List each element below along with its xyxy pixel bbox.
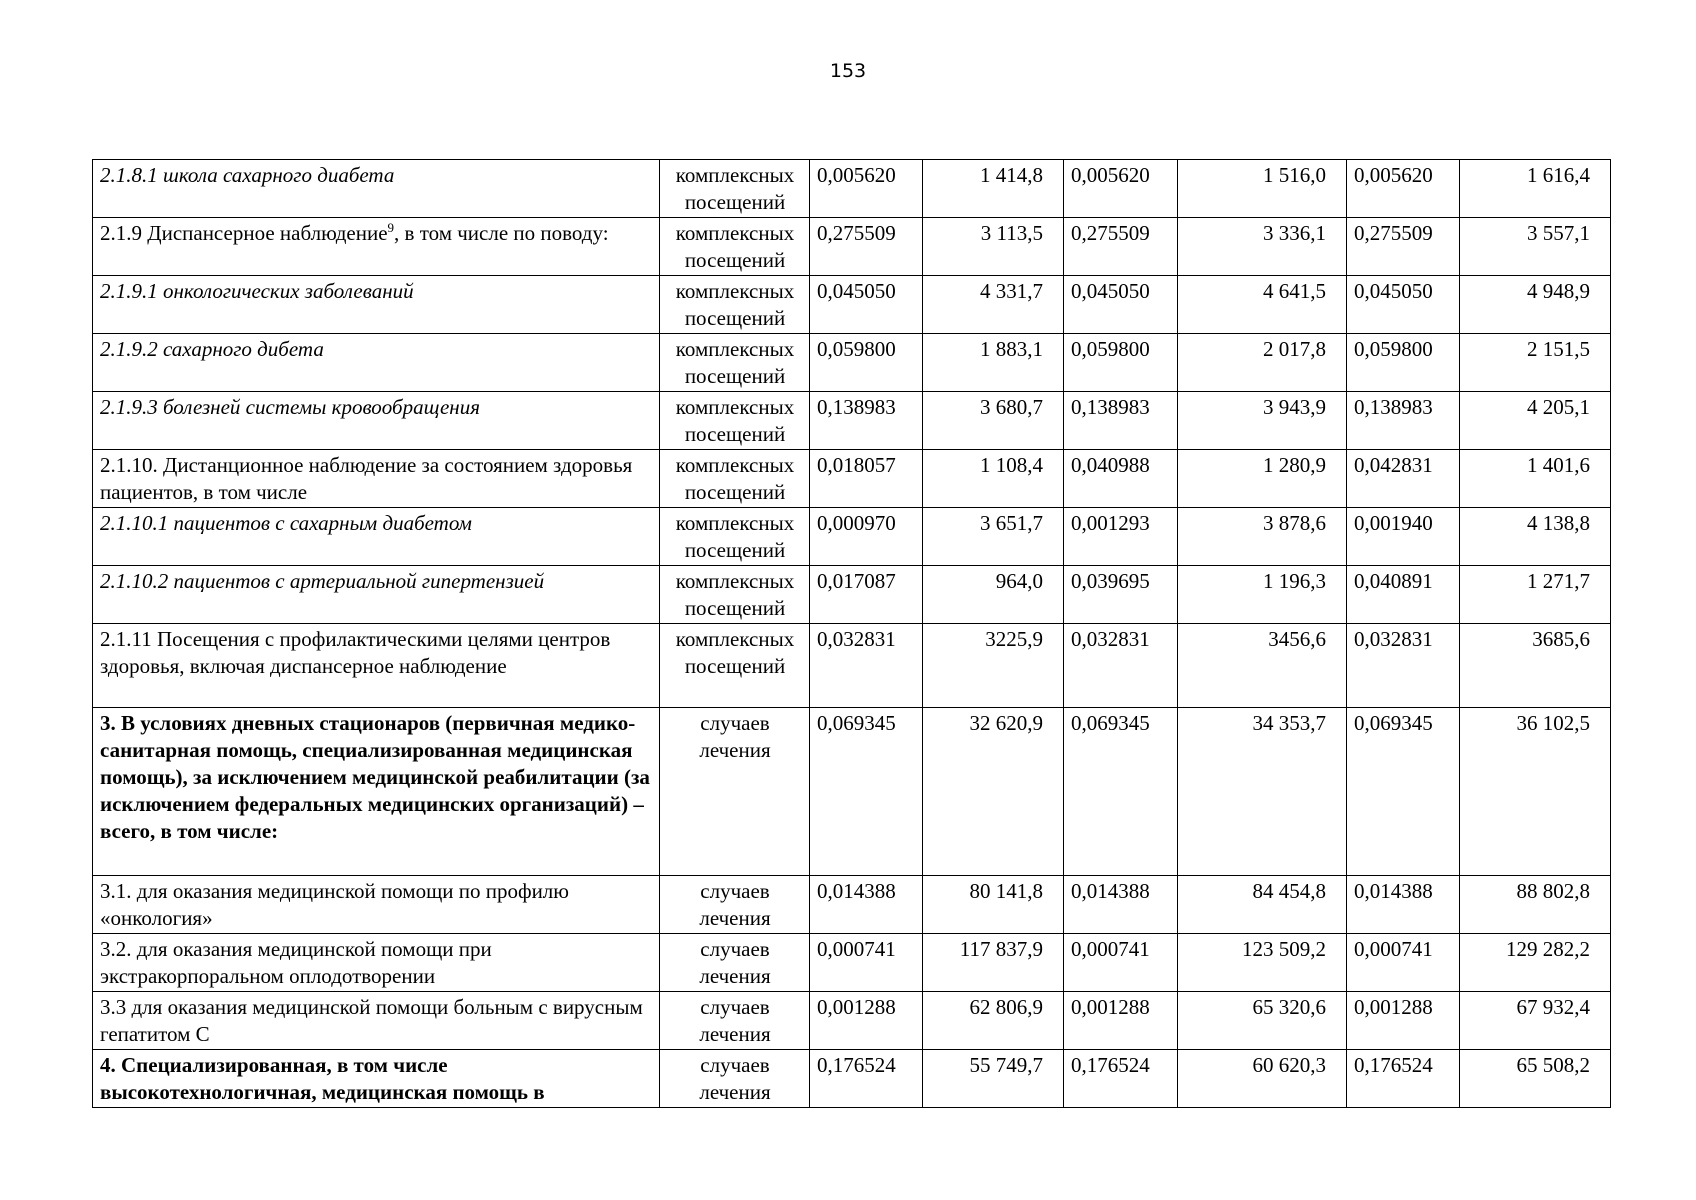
table-row xyxy=(93,1050,1611,1108)
cost-value: 1 516,0 xyxy=(1178,160,1347,218)
cost-value: 4 331,7 xyxy=(923,276,1064,334)
norm-value: 0,014388 xyxy=(1064,876,1178,934)
norm-value: 0,017087 xyxy=(810,566,923,624)
cost-value: 3 557,1 xyxy=(1460,218,1611,276)
row-unit: случаев лечения xyxy=(660,876,810,934)
row-name-text: 4. Специализированная, в том числе высокотехнологичная, медицинская помощь в xyxy=(100,1053,545,1104)
table-row xyxy=(93,876,1611,934)
norm-value: 0,059800 xyxy=(1064,334,1178,392)
cost-value: 55 749,7 xyxy=(923,1050,1064,1108)
cost-value: 129 282,2 xyxy=(1460,934,1611,992)
row-unit: комплексных посещений xyxy=(660,566,810,624)
norm-value: 0,005620 xyxy=(810,160,923,218)
row-name-text: 2.1.8.1 школа сахарного диабета xyxy=(100,163,395,187)
cost-value: 4 948,9 xyxy=(1460,276,1611,334)
row-name-suffix: , в том числе по поводу: xyxy=(394,221,609,245)
cost-value: 4 205,1 xyxy=(1460,392,1611,450)
norm-value: 0,005620 xyxy=(1064,160,1178,218)
cost-value: 3 651,7 xyxy=(923,508,1064,566)
row-name-text: 3.2. для оказания медицинской помощи при экстракорпоральном оплодотворении xyxy=(100,937,492,988)
table-row xyxy=(93,992,1611,1050)
cost-value: 2 151,5 xyxy=(1460,334,1611,392)
row-unit: случаев лечения xyxy=(660,1050,810,1108)
row-name-text: 2.1.10.2 пациентов с артериальной гипертензией xyxy=(100,569,545,593)
cost-value: 3456,6 xyxy=(1178,624,1347,708)
cost-value: 3685,6 xyxy=(1460,624,1611,708)
row-name xyxy=(93,160,660,218)
row-name xyxy=(93,934,660,992)
norm-value: 0,032831 xyxy=(1064,624,1178,708)
cost-value: 3 680,7 xyxy=(923,392,1064,450)
cost-value: 123 509,2 xyxy=(1178,934,1347,992)
cost-value: 964,0 xyxy=(923,566,1064,624)
cost-value: 34 353,7 xyxy=(1178,708,1347,876)
cost-value: 4 138,8 xyxy=(1460,508,1611,566)
row-name xyxy=(93,392,660,450)
cost-value: 3 336,1 xyxy=(1178,218,1347,276)
cost-value: 3225,9 xyxy=(923,624,1064,708)
norm-value: 0,040891 xyxy=(1347,566,1460,624)
row-name-text: 2.1.10. Дистанционное наблюдение за состоянием здоровья пациентов, в том числе xyxy=(100,453,633,504)
cost-value: 1 414,8 xyxy=(923,160,1064,218)
cost-value: 1 271,7 xyxy=(1460,566,1611,624)
row-name xyxy=(93,708,660,876)
norm-value: 0,138983 xyxy=(1347,392,1460,450)
cost-value: 1 196,3 xyxy=(1178,566,1347,624)
row-name-text: 3. В условиях дневных стационаров (первичная медико- санитарная помощь, специализированная медицинская помощь), за исключением медицинской реабилитации (за исключением федеральных медицинских организаций) – всего, в том числе: xyxy=(100,711,650,843)
norm-value: 0,032831 xyxy=(1347,624,1460,708)
row-unit: комплексных посещений xyxy=(660,334,810,392)
row-name xyxy=(93,450,660,508)
cost-value: 65 320,6 xyxy=(1178,992,1347,1050)
norm-value: 0,138983 xyxy=(1064,392,1178,450)
row-unit: комплексных посещений xyxy=(660,392,810,450)
cost-value: 67 932,4 xyxy=(1460,992,1611,1050)
cost-value: 65 508,2 xyxy=(1460,1050,1611,1108)
norm-value: 0,275509 xyxy=(810,218,923,276)
page-number: 153 xyxy=(829,60,867,82)
cost-value: 36 102,5 xyxy=(1460,708,1611,876)
table-row xyxy=(93,508,1611,566)
cost-value: 84 454,8 xyxy=(1178,876,1347,934)
row-unit: случаев лечения xyxy=(660,992,810,1050)
row-unit: комплексных посещений xyxy=(660,624,810,708)
norm-value: 0,059800 xyxy=(1347,334,1460,392)
cost-value: 1 401,6 xyxy=(1460,450,1611,508)
norm-value: 0,069345 xyxy=(1347,708,1460,876)
row-name-text: 2.1.9 Диспансерное наблюдение xyxy=(100,221,388,245)
row-unit: случаев лечения xyxy=(660,934,810,992)
row-name xyxy=(93,334,660,392)
cost-value: 117 837,9 xyxy=(923,934,1064,992)
norm-value: 0,000741 xyxy=(810,934,923,992)
row-name-text: 2.1.10.1 пациентов с сахарным диабетом xyxy=(100,511,472,535)
norm-value: 0,001288 xyxy=(810,992,923,1050)
norm-value: 0,059800 xyxy=(810,334,923,392)
rates-table xyxy=(92,159,1611,1108)
row-unit: комплексных посещений xyxy=(660,450,810,508)
row-name xyxy=(93,992,660,1050)
row-unit: комплексных посещений xyxy=(660,218,810,276)
row-unit: комплексных посещений xyxy=(660,160,810,218)
cost-value: 1 280,9 xyxy=(1178,450,1347,508)
norm-value: 0,000741 xyxy=(1064,934,1178,992)
norm-value: 0,000741 xyxy=(1347,934,1460,992)
table-row xyxy=(93,334,1611,392)
row-name-text: 2.1.9.2 сахарного дибета xyxy=(100,337,324,361)
table-body xyxy=(93,160,1611,1108)
table-row xyxy=(93,934,1611,992)
norm-value: 0,040988 xyxy=(1064,450,1178,508)
row-name-text: 2.1.9.3 болезней системы кровообращения xyxy=(100,395,480,419)
row-unit: случаев лечения xyxy=(660,708,810,876)
table-row xyxy=(93,566,1611,624)
norm-value: 0,042831 xyxy=(1347,450,1460,508)
row-name-text: 2.1.9.1 онкологических заболеваний xyxy=(100,279,414,303)
norm-value: 0,176524 xyxy=(1064,1050,1178,1108)
row-unit: комплексных посещений xyxy=(660,508,810,566)
row-name xyxy=(93,1050,660,1108)
cost-value: 32 620,9 xyxy=(923,708,1064,876)
norm-value: 0,001288 xyxy=(1347,992,1460,1050)
row-unit: комплексных посещений xyxy=(660,276,810,334)
cost-value: 3 113,5 xyxy=(923,218,1064,276)
norm-value: 0,001293 xyxy=(1064,508,1178,566)
table-row xyxy=(93,392,1611,450)
table-row xyxy=(93,276,1611,334)
cost-value: 80 141,8 xyxy=(923,876,1064,934)
cost-value: 62 806,9 xyxy=(923,992,1064,1050)
norm-value: 0,014388 xyxy=(1347,876,1460,934)
norm-value: 0,069345 xyxy=(1064,708,1178,876)
row-name-text: 3.3 для оказания медицинской помощи больным с вирусным гепатитом С xyxy=(100,995,643,1046)
footnote-ref: 9 xyxy=(387,220,395,235)
cost-value: 1 108,4 xyxy=(923,450,1064,508)
norm-value: 0,001288 xyxy=(1064,992,1178,1050)
norm-value: 0,000970 xyxy=(810,508,923,566)
cost-value: 3 943,9 xyxy=(1178,392,1347,450)
row-name-text: 2.1.11 Посещения с профилактическими целями центров здоровья, включая диспансерное наблюдение xyxy=(100,627,611,678)
table-row xyxy=(93,450,1611,508)
cost-value: 4 641,5 xyxy=(1178,276,1347,334)
cost-value: 1 616,4 xyxy=(1460,160,1611,218)
norm-value: 0,001940 xyxy=(1347,508,1460,566)
norm-value: 0,039695 xyxy=(1064,566,1178,624)
norm-value: 0,045050 xyxy=(1064,276,1178,334)
row-name-text: 3.1. для оказания медицинской помощи по профилю «онкология» xyxy=(100,879,569,930)
norm-value: 0,045050 xyxy=(1347,276,1460,334)
norm-value: 0,018057 xyxy=(810,450,923,508)
norm-value: 0,014388 xyxy=(810,876,923,934)
norm-value: 0,138983 xyxy=(810,392,923,450)
cost-value: 3 878,6 xyxy=(1178,508,1347,566)
row-name xyxy=(93,624,660,708)
row-name xyxy=(93,566,660,624)
norm-value: 0,176524 xyxy=(810,1050,923,1108)
cost-value: 2 017,8 xyxy=(1178,334,1347,392)
row-name xyxy=(93,508,660,566)
norm-value: 0,069345 xyxy=(810,708,923,876)
norm-value: 0,275509 xyxy=(1347,218,1460,276)
norm-value: 0,032831 xyxy=(810,624,923,708)
cost-value: 60 620,3 xyxy=(1178,1050,1347,1108)
cost-value: 88 802,8 xyxy=(1460,876,1611,934)
row-name xyxy=(93,276,660,334)
norm-value: 0,045050 xyxy=(810,276,923,334)
norm-value: 0,176524 xyxy=(1347,1050,1460,1108)
table-row xyxy=(93,624,1611,708)
table-row xyxy=(93,708,1611,876)
norm-value: 0,005620 xyxy=(1347,160,1460,218)
table-row xyxy=(93,218,1611,276)
table-row xyxy=(93,160,1611,218)
cost-value: 1 883,1 xyxy=(923,334,1064,392)
row-name xyxy=(93,218,660,276)
row-name xyxy=(93,876,660,934)
norm-value: 0,275509 xyxy=(1064,218,1178,276)
